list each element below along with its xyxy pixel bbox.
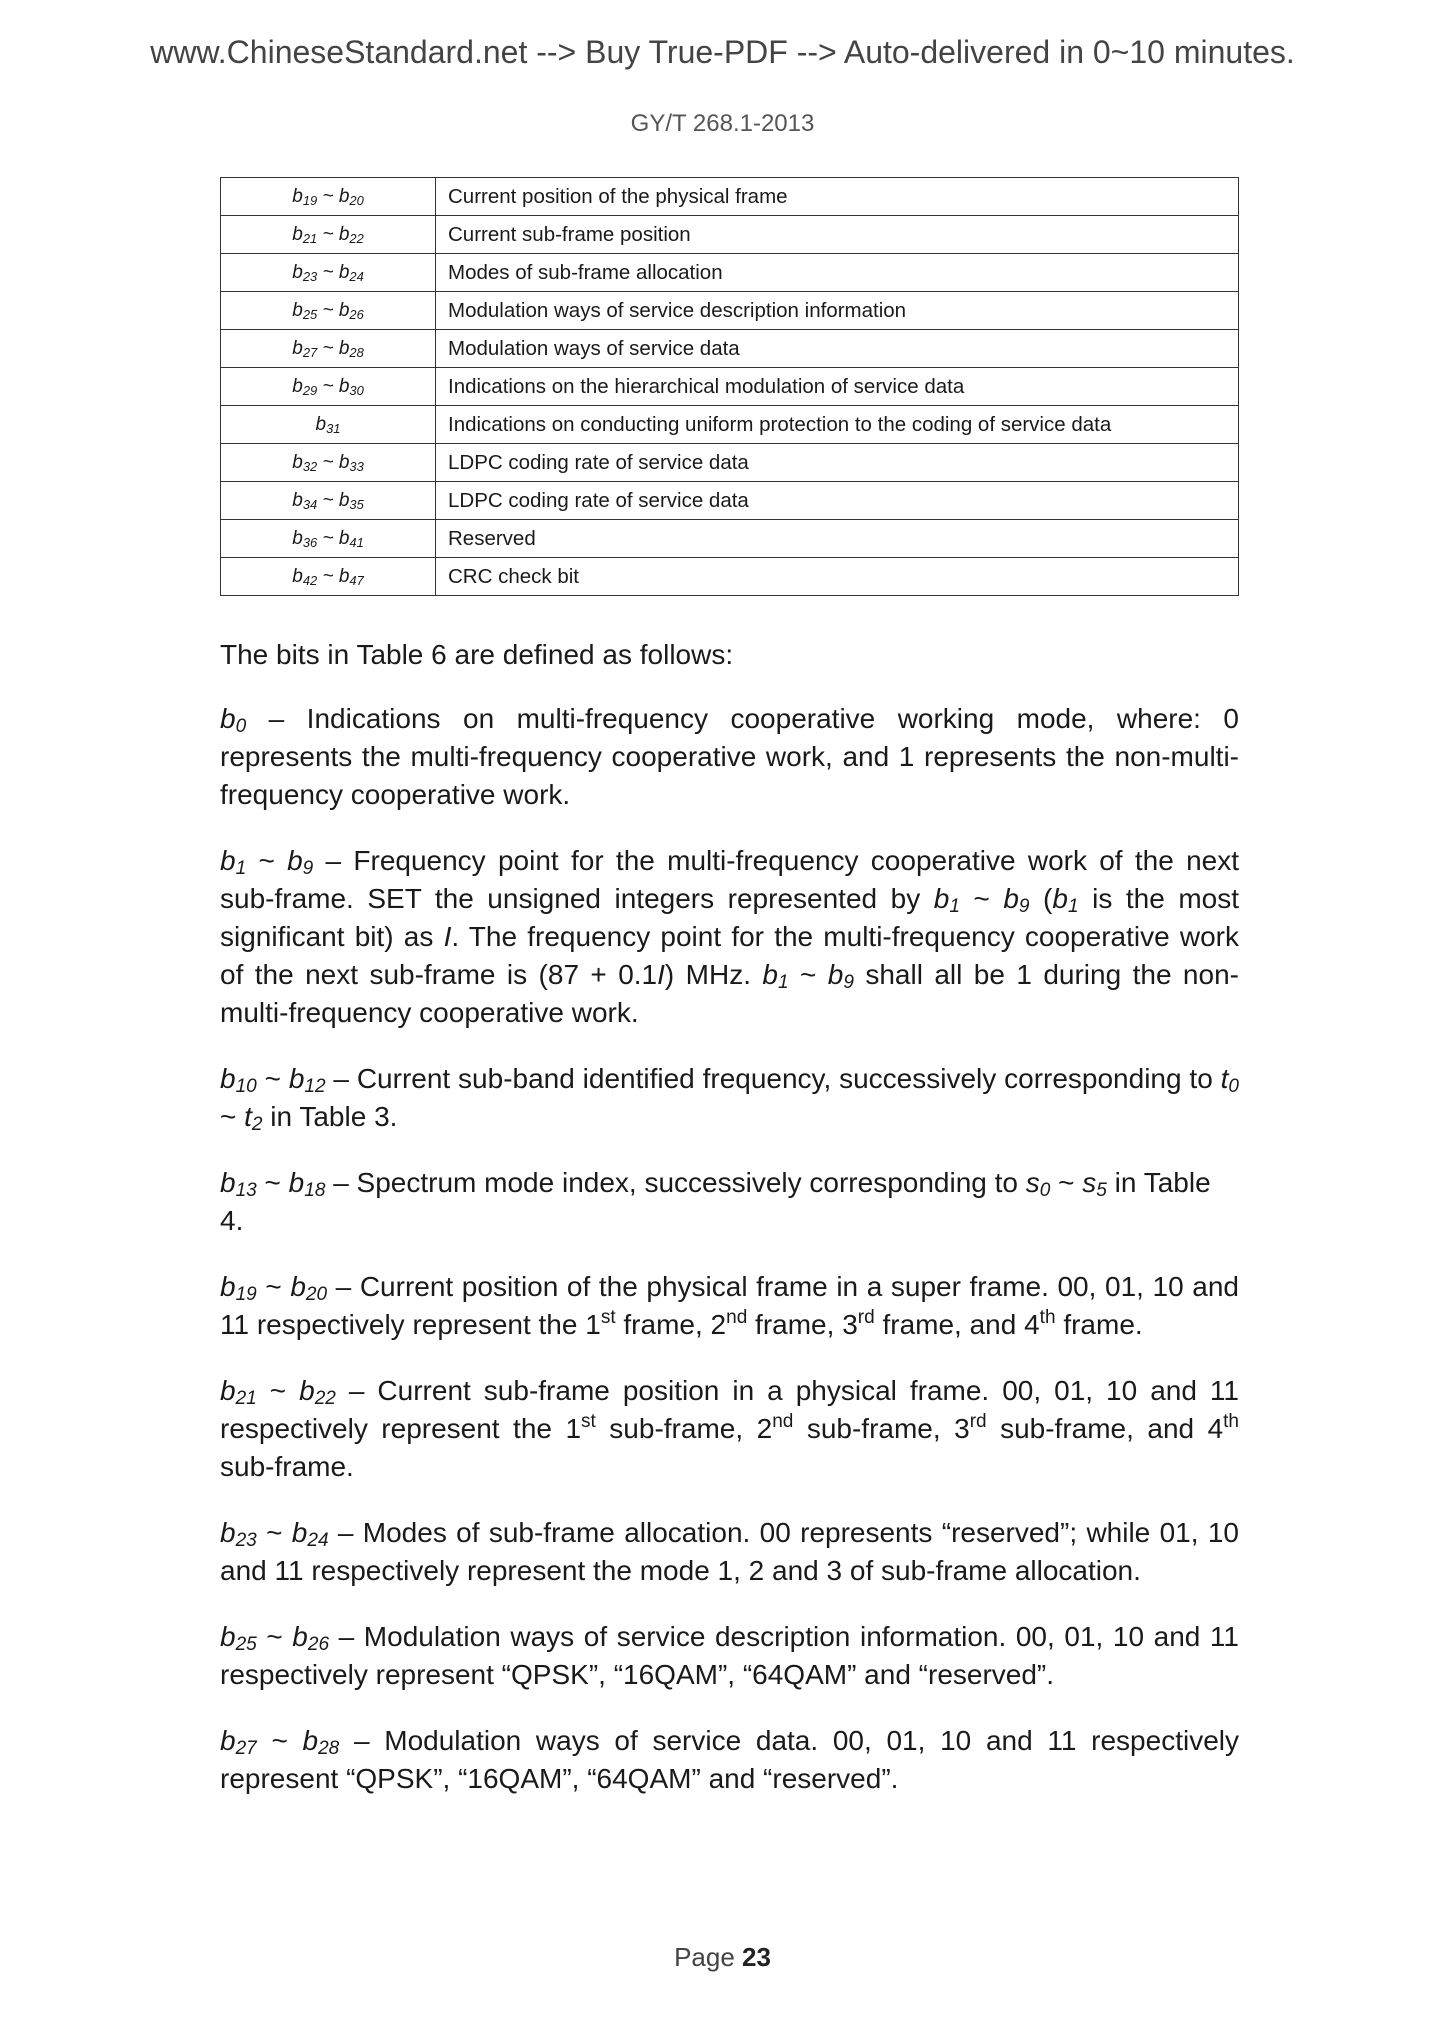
- tilde: ~: [317, 185, 339, 207]
- bit-var: b: [338, 565, 350, 587]
- variable-i: I: [443, 921, 452, 952]
- spectrum-var: s: [1082, 1167, 1097, 1198]
- bit-index: 23: [235, 1530, 257, 1552]
- bit-var: b: [292, 489, 303, 511]
- table-row: [221, 178, 1239, 216]
- bit-range-cell: [221, 368, 436, 406]
- tilde: ~: [959, 883, 1004, 914]
- definition-text: frame, 3: [747, 1309, 858, 1340]
- bit-var: b: [292, 451, 303, 473]
- bit-definition-table: [220, 177, 1239, 596]
- definition-text: – Current sub-band identified frequency, successively corresponding to: [325, 1063, 1221, 1094]
- ordinal-suffix: rd: [969, 1410, 987, 1432]
- definition-text: shall all be 1 during the non-multi-frequency cooperative work.: [220, 959, 1239, 1028]
- bit-index: 24: [307, 1530, 329, 1552]
- page-number-value: 23: [742, 1942, 771, 1972]
- bit-var: b: [220, 703, 236, 734]
- definition-text: sub-frame.: [220, 1451, 354, 1482]
- bit-var: b: [292, 185, 303, 207]
- definition-text: in Table 4.: [220, 1167, 1211, 1236]
- definition-b27-b28: [220, 1722, 1239, 1798]
- body-text: [220, 636, 1239, 1826]
- definition-text: sub-frame, 3: [793, 1413, 970, 1444]
- spectrum-index: 0: [1039, 1180, 1051, 1202]
- bit-index: 12: [304, 1076, 326, 1098]
- table-row: [221, 520, 1239, 558]
- ordinal-suffix: nd: [772, 1410, 794, 1432]
- bit-index: 24: [349, 268, 364, 284]
- bit-var: b: [292, 375, 303, 397]
- tilde: ~: [1050, 1167, 1083, 1198]
- bit-index: 31: [326, 420, 341, 436]
- bit-range-cell: [221, 178, 436, 216]
- bit-index: 9: [302, 858, 314, 880]
- bit-var: b: [220, 1063, 236, 1094]
- tilde: ~: [317, 337, 339, 359]
- tilde: ~: [220, 1101, 245, 1132]
- bit-description-cell: LDPC coding rate of service data: [436, 444, 1239, 482]
- page-number: [0, 1942, 1445, 1973]
- bit-range-cell: [221, 558, 436, 596]
- bit-var: b: [220, 1517, 236, 1548]
- tilde: ~: [256, 1621, 293, 1652]
- definition-text: – Spectrum mode index, successively corresponding to: [325, 1167, 1026, 1198]
- tilde: ~: [317, 451, 339, 473]
- bit-description-cell: Modes of sub-frame allocation: [436, 254, 1239, 292]
- band-index: 0: [1228, 1076, 1239, 1098]
- bit-index: 35: [349, 496, 364, 512]
- bit-var: b: [220, 1167, 236, 1198]
- bit-index: 25: [302, 306, 318, 322]
- bit-var: b: [762, 959, 778, 990]
- bit-var: b: [338, 527, 350, 549]
- table-row: [221, 558, 1239, 596]
- definition-b19-b20: [220, 1268, 1239, 1344]
- bit-index: 47: [349, 572, 364, 588]
- table-row: [221, 330, 1239, 368]
- definition-text: frame.: [1055, 1309, 1143, 1340]
- ordinal-suffix: nd: [726, 1306, 748, 1328]
- bit-description-cell: LDPC coding rate of service data: [436, 482, 1239, 520]
- bit-index: 33: [349, 458, 364, 474]
- bit-index: 20: [349, 192, 364, 208]
- definition-text: frame, and 4: [874, 1309, 1040, 1340]
- definition-text: sub-frame, and 4: [986, 1413, 1224, 1444]
- bit-var: b: [292, 337, 303, 359]
- bit-range-cell: [221, 406, 436, 444]
- bit-var: b: [338, 223, 350, 245]
- bit-var: b: [338, 489, 350, 511]
- ordinal-suffix: st: [600, 1306, 616, 1328]
- table-row: [221, 406, 1239, 444]
- source-banner: www.ChineseStandard.net --> Buy True-PDF --> Auto-delivered in 0~10 minutes.: [150, 34, 1295, 70]
- bit-index: 34: [302, 496, 318, 512]
- table-row: [221, 216, 1239, 254]
- bit-index: 1: [777, 972, 789, 994]
- bit-var: b: [292, 223, 303, 245]
- bit-index: 18: [304, 1180, 326, 1202]
- definition-b21-b22: [220, 1372, 1239, 1486]
- bit-range-cell: [221, 330, 436, 368]
- bit-index: 22: [314, 1388, 336, 1410]
- band-var: t: [1220, 1063, 1229, 1094]
- bit-var: b: [288, 1167, 305, 1198]
- definition-text: – Current position of the physical frame in a super frame. 00, 01, 10 and 11 respectively represent the 1: [220, 1271, 1239, 1340]
- bit-index: 28: [349, 344, 364, 360]
- page-label: Page: [674, 1942, 743, 1972]
- bit-var: b: [292, 527, 303, 549]
- tilde: ~: [317, 489, 339, 511]
- bit-description-cell: Current sub-frame position: [436, 216, 1239, 254]
- bit-var: b: [933, 883, 950, 914]
- definition-text: frame, 2: [615, 1309, 727, 1340]
- tilde: ~: [256, 1375, 300, 1406]
- definition-text: (: [1029, 883, 1053, 914]
- bit-index: 9: [843, 972, 854, 994]
- intro-paragraph: The bits in Table 6 are defined as follows:: [220, 639, 734, 670]
- bit-range-cell: [221, 520, 436, 558]
- variable-i: I: [657, 959, 665, 990]
- bit-index: 21: [302, 230, 318, 246]
- bit-index: 19: [302, 192, 318, 208]
- bit-index: 41: [349, 534, 364, 550]
- tilde: ~: [317, 375, 339, 397]
- bit-index: 9: [1018, 896, 1030, 918]
- bit-description-cell: Reserved: [436, 520, 1239, 558]
- bit-index: 26: [349, 306, 364, 322]
- tilde: ~: [317, 261, 339, 283]
- definition-b0: [220, 700, 1239, 814]
- band-var: t: [244, 1101, 252, 1132]
- bit-var: b: [338, 261, 350, 283]
- bit-var: b: [1052, 883, 1068, 914]
- bit-var: b: [220, 845, 236, 876]
- tilde: ~: [256, 1271, 291, 1302]
- bit-range-cell: [221, 444, 436, 482]
- spectrum-var: s: [1025, 1167, 1040, 1198]
- bit-var: b: [338, 299, 350, 321]
- bit-var: b: [288, 1063, 305, 1094]
- document-id: GY/T 268.1-2013: [630, 110, 815, 137]
- definition-text: – Indications on multi-frequency cooperative working mode, where: 0 represents the multi-frequency cooperative work, and 1 represents the non-multi-frequency cooperative work.: [220, 703, 1239, 810]
- table-row: [221, 368, 1239, 406]
- bit-var: b: [292, 261, 303, 283]
- bit-var: b: [292, 1621, 308, 1652]
- spectrum-index: 5: [1096, 1180, 1107, 1202]
- bit-index: 1: [235, 858, 247, 880]
- tilde: ~: [788, 959, 828, 990]
- bit-index: 42: [302, 572, 318, 588]
- bit-index: 20: [305, 1284, 328, 1306]
- bit-index: 1: [949, 896, 960, 918]
- bit-var: b: [827, 959, 844, 990]
- bit-range-cell: [221, 254, 436, 292]
- bit-range-cell: [221, 292, 436, 330]
- tilde: ~: [256, 1725, 303, 1756]
- definition-b25-b26: [220, 1618, 1239, 1694]
- tilde: ~: [256, 1063, 289, 1094]
- definition-text: in Table 3.: [262, 1101, 398, 1132]
- bit-var: b: [290, 1271, 306, 1302]
- bit-description-cell: Indications on the hierarchical modulation of service data: [436, 368, 1239, 406]
- bit-index: 32: [302, 458, 318, 474]
- bit-var: b: [220, 1725, 236, 1756]
- ordinal-suffix: th: [1223, 1410, 1240, 1432]
- bit-index: 36: [302, 534, 318, 550]
- bit-var: b: [287, 845, 303, 876]
- tilde: ~: [317, 223, 339, 245]
- bit-var: b: [220, 1375, 236, 1406]
- table-row: [221, 292, 1239, 330]
- bit-var: b: [338, 337, 350, 359]
- tilde: ~: [246, 845, 288, 876]
- ordinal-suffix: th: [1039, 1306, 1056, 1328]
- bit-index: 1: [1067, 896, 1079, 918]
- definition-b10-b12: [220, 1060, 1239, 1136]
- definition-text: sub-frame, 2: [595, 1413, 773, 1444]
- bit-index: 23: [302, 268, 318, 284]
- bit-description-cell: Modulation ways of service data: [436, 330, 1239, 368]
- tilde: ~: [317, 565, 339, 587]
- ordinal-suffix: st: [581, 1410, 596, 1432]
- bit-var: b: [299, 1375, 315, 1406]
- bit-var: b: [338, 185, 350, 207]
- bit-var: b: [220, 1271, 236, 1302]
- bit-index: 19: [235, 1284, 257, 1306]
- tilde: ~: [317, 527, 339, 549]
- bit-index: 28: [318, 1738, 340, 1760]
- bit-description-cell: Current position of the physical frame: [436, 178, 1239, 216]
- definition-text: – Frequency point for the multi-frequency cooperative work of the next sub-frame. SET the unsigned integers represented by: [220, 845, 1239, 914]
- bit-index: 27: [302, 344, 318, 360]
- bit-var: b: [220, 1621, 236, 1652]
- bit-var: b: [292, 565, 303, 587]
- bit-index: 30: [349, 382, 364, 398]
- band-index: 2: [251, 1114, 263, 1136]
- bit-index: 25: [235, 1634, 257, 1656]
- bit-var: b: [302, 1725, 319, 1756]
- bit-index: 21: [235, 1388, 257, 1410]
- table-row: [221, 444, 1239, 482]
- table-row: [221, 254, 1239, 292]
- bit-index: 26: [307, 1634, 330, 1656]
- bit-index: 27: [235, 1738, 257, 1760]
- bit-var: b: [338, 375, 350, 397]
- bit-index: 0: [235, 716, 247, 738]
- bit-index: 13: [235, 1180, 257, 1202]
- definition-b23-b24: [220, 1514, 1239, 1590]
- bit-var: b: [291, 1517, 308, 1548]
- definition-b1-b9: [220, 842, 1239, 1032]
- definition-text: ) MHz.: [664, 959, 763, 990]
- bit-range-cell: [221, 216, 436, 254]
- bit-var: b: [315, 413, 327, 435]
- definition-text: is the most significant bit) as: [220, 883, 1239, 952]
- definition-text: – Modes of sub-frame allocation. 00 represents “reserved”; while 01, 10 and 11 respectively represent the mode 1, 2 and 3 of sub-frame allocation.: [220, 1517, 1239, 1586]
- bit-index: 29: [302, 382, 318, 398]
- tilde: ~: [256, 1517, 292, 1548]
- bit-var: b: [338, 451, 350, 473]
- definition-text: – Current sub-frame position in a physical frame. 00, 01, 10 and 11 respectively represent the 1: [220, 1375, 1239, 1444]
- table-row: [221, 482, 1239, 520]
- bit-var: b: [292, 299, 303, 321]
- bit-range-cell: [221, 482, 436, 520]
- tilde: ~: [317, 299, 339, 321]
- bit-var: b: [1003, 883, 1019, 914]
- tilde: ~: [256, 1167, 289, 1198]
- definition-b13-b18: [220, 1164, 1239, 1240]
- definition-text: – Modulation ways of service description information. 00, 01, 10 and 11 respectively represent “QPSK”, “16QAM”, “64QAM” and “reserved”.: [220, 1621, 1239, 1690]
- bit-description-cell: Modulation ways of service description information: [436, 292, 1239, 330]
- bit-index: 22: [349, 230, 364, 246]
- ordinal-suffix: rd: [857, 1306, 875, 1328]
- bit-index: 10: [235, 1076, 257, 1098]
- bit-description-cell: CRC check bit: [436, 558, 1239, 596]
- bit-description-cell: Indications on conducting uniform protection to the coding of service data: [436, 406, 1239, 444]
- definition-text: – Modulation ways of service data. 00, 01, 10 and 11 respectively represent “QPSK”, “16QAM”, “64QAM” and “reserved”.: [220, 1725, 1239, 1794]
- definition-text: . The frequency point for the multi-frequency cooperative work of the next sub-frame is (87 + 0.1: [220, 921, 1239, 990]
